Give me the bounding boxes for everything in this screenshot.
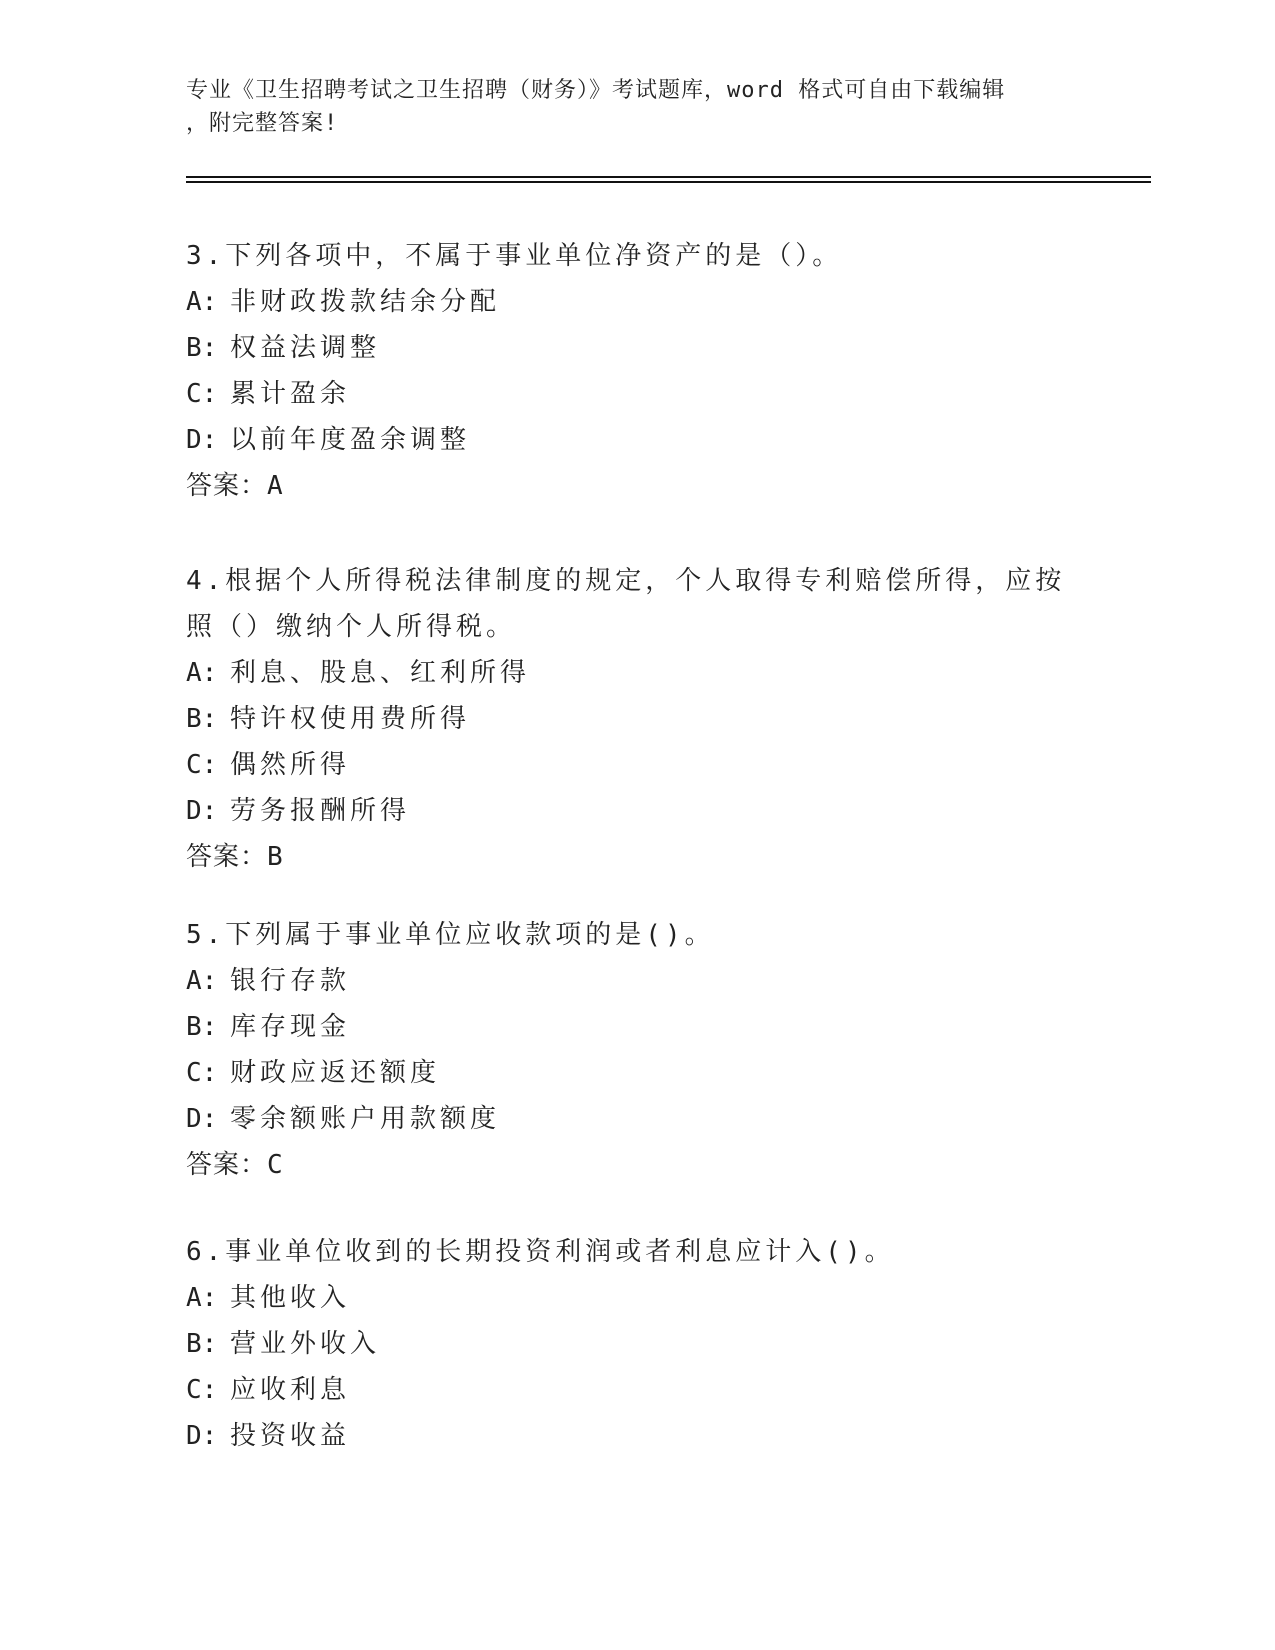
- option-letter: B:: [186, 1329, 218, 1359]
- option-letter: D:: [186, 796, 218, 826]
- option-letter: B:: [186, 1012, 218, 1042]
- option-letter: C:: [186, 1058, 218, 1088]
- option-d: [186, 417, 1086, 463]
- option-text: 偶然所得: [230, 750, 351, 780]
- option-letter: D:: [186, 1104, 218, 1134]
- option-letter: C:: [186, 379, 218, 409]
- header-divider-bottom: [186, 181, 1151, 183]
- option-d: [186, 788, 1086, 834]
- option-text: 投资收益: [230, 1421, 351, 1451]
- option-b: [186, 1004, 1086, 1050]
- option-letter: C:: [186, 1375, 218, 1405]
- option-text: 零余额账户用款额度: [230, 1104, 501, 1134]
- question-5: [186, 912, 1086, 1188]
- question-stem: 3.下列各项中，不属于事业单位净资产的是（）。: [186, 241, 843, 271]
- option-letter: B:: [186, 704, 218, 734]
- header-line-1: 专业《卫生招聘考试之卫生招聘（财务）》考试题库，word 格式可自由下载编辑: [186, 78, 1006, 103]
- option-text: 库存现金: [230, 1012, 351, 1042]
- question-stem: 6.事业单位收到的长期投资利润或者利息应计入()。: [186, 1237, 895, 1267]
- option-text: 权益法调整: [230, 333, 381, 363]
- question-3: [186, 233, 1086, 509]
- option-letter: A:: [186, 1283, 218, 1313]
- option-text: 累计盈余: [230, 379, 351, 409]
- header-divider-top: [186, 176, 1151, 178]
- option-b: [186, 1321, 1086, 1367]
- question-stem: 5.下列属于事业单位应收款项的是()。: [186, 920, 715, 950]
- option-letter: D:: [186, 425, 218, 455]
- option-c: [186, 742, 1086, 788]
- option-text: 以前年度盈余调整: [230, 425, 471, 455]
- question-6: [186, 1229, 1086, 1459]
- question-stem: 4.根据个人所得税法律制度的规定，个人取得专利赔偿所得，应按照（）缴纳个人所得税。: [186, 566, 1066, 642]
- option-c: [186, 1050, 1086, 1096]
- option-letter: D:: [186, 1421, 218, 1451]
- answer-line: 答案：C: [186, 1150, 284, 1180]
- option-a: [186, 279, 1086, 325]
- option-text: 特许权使用费所得: [230, 704, 471, 734]
- option-c: [186, 1367, 1086, 1413]
- option-text: 应收利息: [230, 1375, 351, 1405]
- option-a: [186, 650, 1086, 696]
- option-d: [186, 1096, 1086, 1142]
- option-b: [186, 696, 1086, 742]
- header-line-2: ，附完整答案!: [186, 111, 339, 136]
- option-letter: A:: [186, 658, 218, 688]
- option-letter: C:: [186, 750, 218, 780]
- option-text: 其他收入: [230, 1283, 351, 1313]
- answer-line: 答案：A: [186, 471, 284, 501]
- option-letter: A:: [186, 966, 218, 996]
- option-text: 非财政拨款结余分配: [230, 287, 501, 317]
- option-text: 劳务报酬所得: [230, 796, 411, 826]
- document-header: [186, 74, 1066, 140]
- option-text: 财政应返还额度: [230, 1058, 441, 1088]
- option-text: 银行存款: [230, 966, 351, 996]
- option-b: [186, 325, 1086, 371]
- option-c: [186, 371, 1086, 417]
- option-a: [186, 958, 1086, 1004]
- answer-line: 答案：B: [186, 842, 284, 872]
- option-text: 营业外收入: [230, 1329, 381, 1359]
- option-text: 利息、股息、红利所得: [230, 658, 531, 688]
- option-letter: B:: [186, 333, 218, 363]
- option-letter: A:: [186, 287, 218, 317]
- option-a: [186, 1275, 1086, 1321]
- option-d: [186, 1413, 1086, 1459]
- question-4: [186, 558, 1086, 880]
